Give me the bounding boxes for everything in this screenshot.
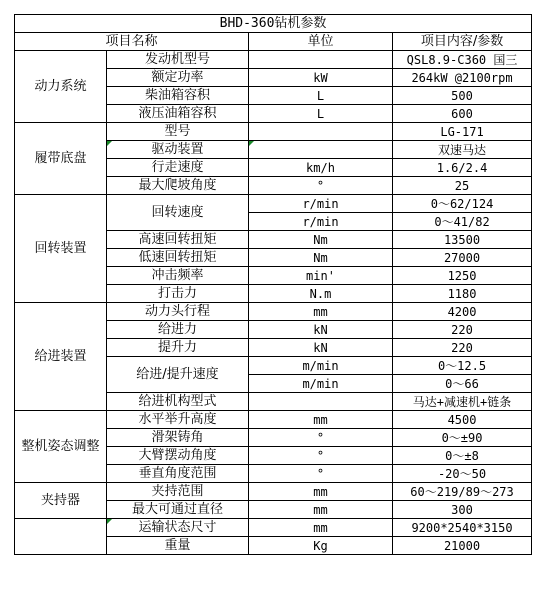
value-cell: 60～219/89～273 (393, 483, 532, 501)
group-label: 履带底盘 (15, 123, 107, 195)
value-cell: 0～±90 (393, 429, 532, 447)
unit-cell: Nm (249, 249, 393, 267)
unit-cell: r/min (249, 195, 393, 213)
group-label: 整机姿态调整 (15, 411, 107, 483)
item-name: 水平举升高度 (107, 411, 249, 429)
unit-cell: m/min (249, 357, 393, 375)
value-cell: 500 (393, 87, 532, 105)
unit-cell: r/min (249, 213, 393, 231)
item-name: 运输状态尺寸 (107, 519, 249, 537)
unit-cell: Nm (249, 231, 393, 249)
spec-row (15, 51, 532, 69)
item-name: 给进/提升速度 (107, 357, 249, 393)
value-cell: 1.6/2.4 (393, 159, 532, 177)
value-cell: 25 (393, 177, 532, 195)
value-cell: 4200 (393, 303, 532, 321)
header-row (15, 33, 532, 51)
unit-cell: min' (249, 267, 393, 285)
value-cell: 220 (393, 321, 532, 339)
value-cell: 13500 (393, 231, 532, 249)
spec-row (15, 411, 532, 429)
spec-row (15, 123, 532, 141)
unit-cell: ° (249, 429, 393, 447)
value-cell: 0～12.5 (393, 357, 532, 375)
unit-cell: L (249, 105, 393, 123)
item-name: 垂直角度范围 (107, 465, 249, 483)
value-cell: 264kW @2100rpm (393, 69, 532, 87)
group-label: 回转装置 (15, 195, 107, 303)
item-name: 冲击频率 (107, 267, 249, 285)
table-title: BHD-360钻机参数 (15, 15, 532, 33)
unit-cell: m/min (249, 375, 393, 393)
unit-cell (249, 141, 393, 159)
value-cell: 21000 (393, 537, 532, 555)
spec-sheet (14, 14, 532, 555)
value-cell: LG-171 (393, 123, 532, 141)
value-cell: 马达+减速机+链条 (393, 393, 532, 411)
value-cell: 0～66 (393, 375, 532, 393)
spec-row (15, 195, 532, 213)
value-cell: 27000 (393, 249, 532, 267)
unit-cell: kN (249, 321, 393, 339)
unit-cell: mm (249, 303, 393, 321)
value-cell: 0～±8 (393, 447, 532, 465)
value-cell: 220 (393, 339, 532, 357)
value-cell: 300 (393, 501, 532, 519)
item-name: 柴油箱容积 (107, 87, 249, 105)
unit-cell: kW (249, 69, 393, 87)
item-name: 最大爬坡角度 (107, 177, 249, 195)
value-cell: 0～62/124 (393, 195, 532, 213)
header-item-name: 项目名称 (15, 33, 249, 51)
item-name: 给进力 (107, 321, 249, 339)
value-cell: 4500 (393, 411, 532, 429)
group-label (15, 519, 107, 555)
spec-table (14, 14, 532, 555)
value-cell: 600 (393, 105, 532, 123)
header-value: 项目内容/参数 (393, 33, 532, 51)
group-label: 给进装置 (15, 303, 107, 411)
item-name: 重量 (107, 537, 249, 555)
item-name: 打击力 (107, 285, 249, 303)
unit-cell: L (249, 87, 393, 105)
unit-cell: ° (249, 177, 393, 195)
item-name: 低速回转扭矩 (107, 249, 249, 267)
item-name: 型号 (107, 123, 249, 141)
value-cell: 1180 (393, 285, 532, 303)
item-name: 驱动装置 (107, 141, 249, 159)
group-label: 动力系统 (15, 51, 107, 123)
value-cell: 9200*2540*3150 (393, 519, 532, 537)
item-name: 滑架铸角 (107, 429, 249, 447)
item-name: 发动机型号 (107, 51, 249, 69)
spec-row (15, 303, 532, 321)
item-name: 行走速度 (107, 159, 249, 177)
unit-cell (249, 393, 393, 411)
header-unit: 单位 (249, 33, 393, 51)
spec-row (15, 483, 532, 501)
unit-cell: Kg (249, 537, 393, 555)
unit-cell: mm (249, 519, 393, 537)
unit-cell: N.m (249, 285, 393, 303)
value-cell: -20～50 (393, 465, 532, 483)
value-cell: 双速马达 (393, 141, 532, 159)
item-name: 动力头行程 (107, 303, 249, 321)
unit-cell (249, 123, 393, 141)
value-cell: QSL8.9-C360 国三 (393, 51, 532, 69)
title-row (15, 15, 532, 33)
item-name: 液压油箱容积 (107, 105, 249, 123)
unit-cell: kN (249, 339, 393, 357)
value-cell: 0～41/82 (393, 213, 532, 231)
item-name: 高速回转扭矩 (107, 231, 249, 249)
value-cell: 1250 (393, 267, 532, 285)
item-name: 回转速度 (107, 195, 249, 231)
item-name: 夹持范围 (107, 483, 249, 501)
unit-cell: ° (249, 465, 393, 483)
spec-row (15, 519, 532, 537)
item-name: 给进机构型式 (107, 393, 249, 411)
unit-cell: mm (249, 483, 393, 501)
unit-cell (249, 51, 393, 69)
unit-cell: km/h (249, 159, 393, 177)
unit-cell: mm (249, 501, 393, 519)
item-name: 大臂摆动角度 (107, 447, 249, 465)
unit-cell: ° (249, 447, 393, 465)
item-name: 最大可通过直径 (107, 501, 249, 519)
unit-cell: mm (249, 411, 393, 429)
group-label: 夹持器 (15, 483, 107, 519)
item-name: 提升力 (107, 339, 249, 357)
item-name: 额定功率 (107, 69, 249, 87)
